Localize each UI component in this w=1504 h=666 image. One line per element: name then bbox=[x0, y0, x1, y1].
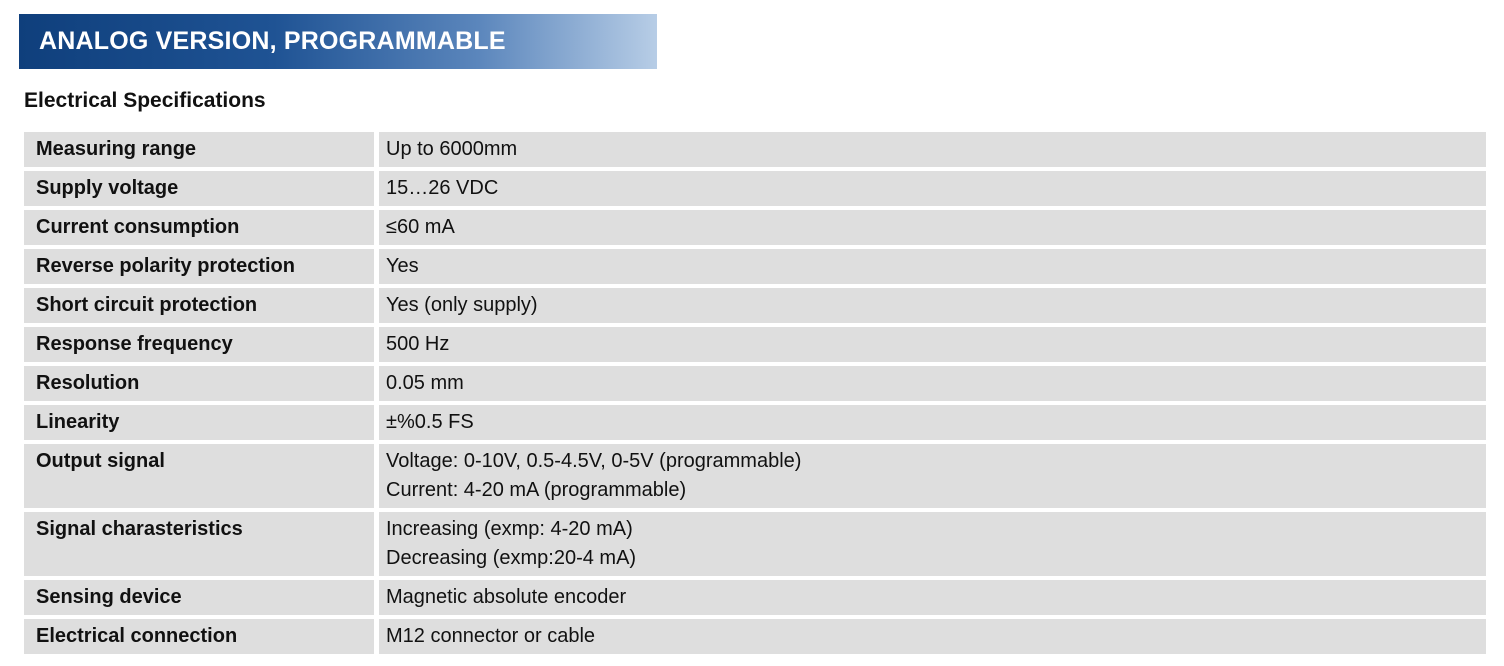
spec-value-line: 15…26 VDC bbox=[386, 177, 499, 199]
spec-value-line: Up to 6000mm bbox=[386, 138, 518, 160]
spec-value bbox=[379, 580, 1486, 615]
spec-row bbox=[24, 444, 1486, 508]
spec-label: Linearity bbox=[24, 405, 374, 440]
spec-row bbox=[24, 580, 1486, 615]
spec-row bbox=[24, 405, 1486, 440]
spec-label: Supply voltage bbox=[24, 171, 374, 206]
spec-value bbox=[379, 619, 1486, 654]
spec-value bbox=[379, 366, 1486, 401]
spec-value-line: ≤60 mA bbox=[386, 216, 455, 238]
spec-row bbox=[24, 512, 1486, 576]
spec-label: Current consumption bbox=[24, 210, 374, 245]
spec-label: Short circuit protection bbox=[24, 288, 374, 323]
spec-row bbox=[24, 366, 1486, 401]
section-heading: Electrical Specifications bbox=[24, 89, 266, 112]
section-banner bbox=[19, 14, 657, 69]
spec-value-line: M12 connector or cable bbox=[386, 625, 596, 647]
spec-value-line: Magnetic absolute encoder bbox=[386, 586, 627, 608]
spec-label: Resolution bbox=[24, 366, 374, 401]
spec-row bbox=[24, 210, 1486, 245]
spec-row bbox=[24, 619, 1486, 654]
spec-value bbox=[379, 210, 1486, 245]
spec-value bbox=[379, 327, 1486, 362]
spec-label: Sensing device bbox=[24, 580, 374, 615]
spec-row bbox=[24, 249, 1486, 284]
spec-table bbox=[24, 132, 1486, 658]
spec-label: Reverse polarity protection bbox=[24, 249, 374, 284]
spec-label: Measuring range bbox=[24, 132, 374, 167]
spec-row bbox=[24, 132, 1486, 167]
spec-label: Electrical connection bbox=[24, 619, 374, 654]
banner-title: ANALOG VERSION, PROGRAMMABLE bbox=[39, 27, 506, 55]
spec-row bbox=[24, 171, 1486, 206]
spec-value bbox=[379, 444, 1486, 508]
spec-label: Response frequency bbox=[24, 327, 374, 362]
spec-value bbox=[379, 405, 1486, 440]
spec-value bbox=[379, 288, 1486, 323]
spec-value-line: Current: 4-20 mA (programmable) bbox=[386, 479, 687, 501]
spec-value bbox=[379, 132, 1486, 167]
spec-value-line: ±%0.5 FS bbox=[386, 411, 474, 433]
spec-value-line: 500 Hz bbox=[386, 333, 450, 355]
spec-value-line: Yes (only supply) bbox=[386, 294, 538, 316]
spec-value-line: Voltage: 0-10V, 0.5-4.5V, 0-5V (programmable) bbox=[386, 450, 802, 472]
spec-value bbox=[379, 512, 1486, 576]
spec-value bbox=[379, 171, 1486, 206]
spec-value-line: Decreasing (exmp:20-4 mA) bbox=[386, 547, 637, 569]
spec-row bbox=[24, 327, 1486, 362]
spec-row bbox=[24, 288, 1486, 323]
spec-value-line: 0.05 mm bbox=[386, 372, 464, 394]
spec-label: Signal charasteristics bbox=[24, 512, 374, 576]
spec-value-line: Yes bbox=[386, 255, 419, 277]
spec-value-line: Increasing (exmp: 4-20 mA) bbox=[386, 518, 633, 540]
spec-label: Output signal bbox=[24, 444, 374, 508]
spec-value bbox=[379, 249, 1486, 284]
